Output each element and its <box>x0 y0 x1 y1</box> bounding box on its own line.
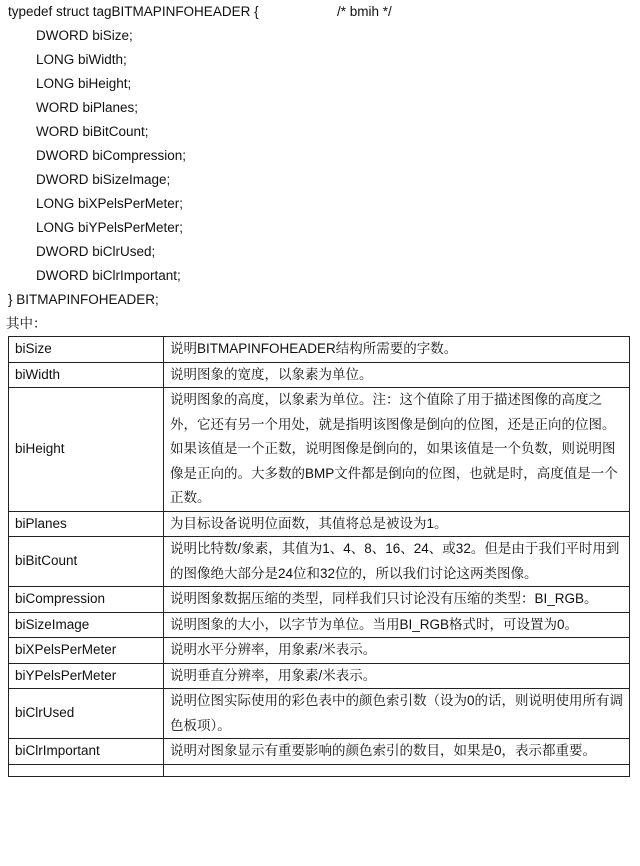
table-row <box>9 388 630 512</box>
field-description: 说明图象的宽度，以象素为单位。 <box>164 362 630 388</box>
field-name <box>9 764 164 776</box>
table-row <box>9 511 630 537</box>
table-row <box>9 362 630 388</box>
code-field: WORD biPlanes; <box>36 100 139 115</box>
field-description: 说明图象的大小，以字节为单位。当用BI_RGB格式时，可设置为0。 <box>164 612 630 638</box>
table-row <box>9 337 630 363</box>
code-field: LONG biWidth; <box>36 52 127 67</box>
struct-close: } BITMAPINFOHEADER; <box>8 292 159 307</box>
code-block <box>8 0 632 312</box>
field-description: 说明比特数/象素，其值为1、4、8、16、24、或32。但是由于我们平时用到的图像绝大部分是24位和32位的，所以我们讨论这两类图像。 <box>164 537 630 587</box>
field-description <box>164 764 630 776</box>
table-row <box>9 537 630 587</box>
field-name: biHeight <box>9 388 164 512</box>
field-description: 为目标设备说明位面数，其值将总是被设为1。 <box>164 511 630 537</box>
intro-text: 其中： <box>6 316 47 331</box>
code-field: LONG biYPelsPerMeter; <box>36 220 184 235</box>
field-name: biClrImportant <box>9 739 164 765</box>
field-name: biClrUsed <box>9 689 164 739</box>
field-name: biXPelsPerMeter <box>9 638 164 664</box>
table-row <box>9 587 630 613</box>
table-row <box>9 612 630 638</box>
code-field: LONG biXPelsPerMeter; <box>36 196 184 211</box>
table-row <box>9 739 630 765</box>
field-description: 说明水平分辨率，用象素/米表示。 <box>164 638 630 664</box>
field-name: biYPelsPerMeter <box>9 663 164 689</box>
field-description: 说明图象数据压缩的类型，同样我们只讨论没有压缩的类型：BI_RGB。 <box>164 587 630 613</box>
struct-open: typedef struct tagBITMAPINFOHEADER { <box>8 4 259 19</box>
field-description: 说明图象的高度，以象素为单位。注：这个值除了用于描述图像的高度之外，它还有另一个用处，就是指明该图像是倒向的位图，还是正向的位图。如果该值是一个正数，说明图像是倒向的，如果该值是一个负数，则说明图像是正向的。大多数的BMP文件都是倒向的位图，也就是时，高度值是一个正数。 <box>164 388 630 512</box>
field-name: biWidth <box>9 362 164 388</box>
field-table <box>8 336 630 777</box>
field-name: biPlanes <box>9 511 164 537</box>
code-field: DWORD biClrImportant; <box>36 268 181 283</box>
code-field: LONG biHeight; <box>36 76 132 91</box>
code-field: DWORD biCompression; <box>36 148 187 163</box>
table-row <box>9 638 630 664</box>
table-row <box>9 689 630 739</box>
field-description: 说明位图实际使用的彩色表中的颜色索引数（设为0的话，则说明使用所有调色板项）。 <box>164 689 630 739</box>
field-name: biCompression <box>9 587 164 613</box>
code-fields <box>8 24 632 288</box>
field-name: biSize <box>9 337 164 363</box>
code-field: DWORD biSizeImage; <box>36 172 171 187</box>
field-description: 说明垂直分辨率，用象素/米表示。 <box>164 663 630 689</box>
code-field: DWORD biClrUsed; <box>36 244 156 259</box>
table-row <box>9 663 630 689</box>
field-name: biSizeImage <box>9 612 164 638</box>
field-name: biBitCount <box>9 537 164 587</box>
code-comment: /* bmih */ <box>337 4 392 19</box>
code-field: WORD biBitCount; <box>36 124 149 139</box>
code-line <box>8 0 632 24</box>
field-description: 说明对图象显示有重要影响的颜色索引的数目，如果是0，表示都重要。 <box>164 739 630 765</box>
field-description: 说明BITMAPINFOHEADER结构所需要的字数。 <box>164 337 630 363</box>
table-row <box>9 764 630 776</box>
code-field: DWORD biSize; <box>36 28 133 43</box>
